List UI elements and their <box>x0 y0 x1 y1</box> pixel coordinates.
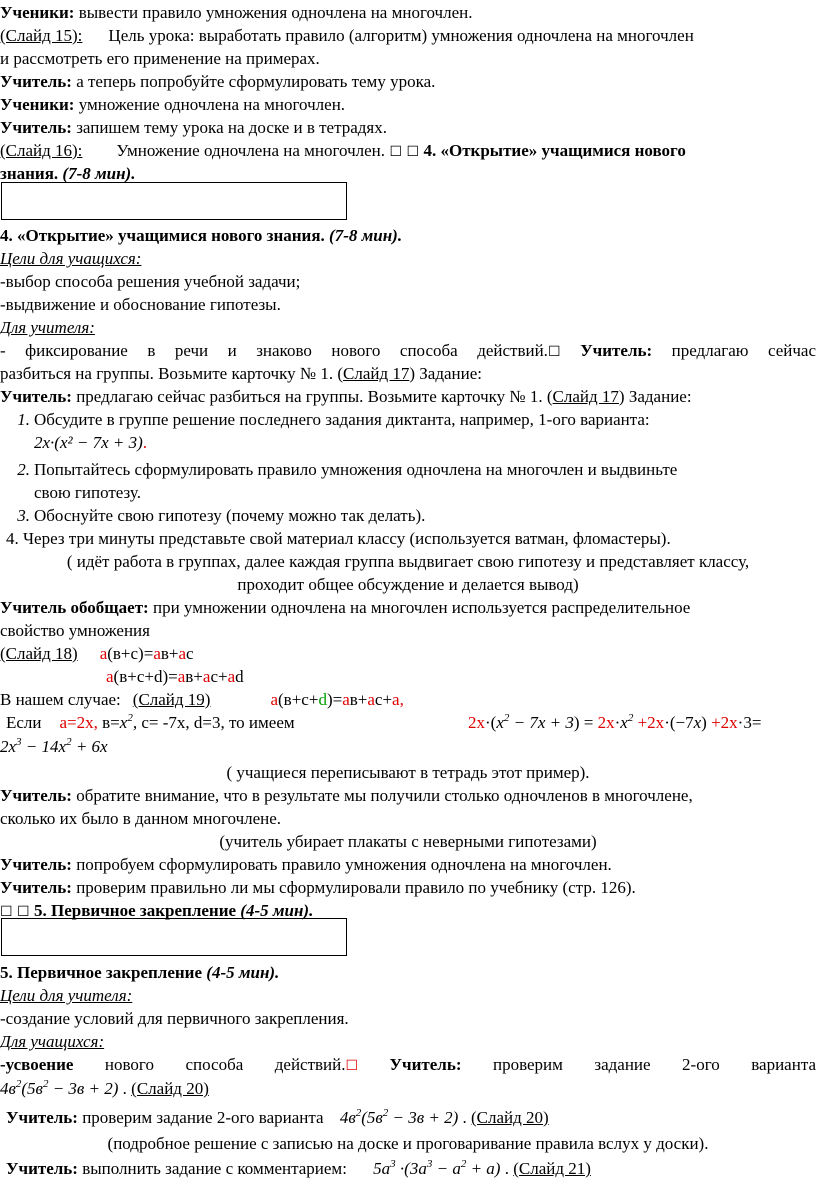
formula-part: (в+с)= <box>107 644 154 663</box>
section-time: (7-8 мин). <box>62 164 136 183</box>
slide-ref: (Слайд 18) <box>0 644 78 663</box>
line-text: Обсудите в группе решение последнего задания диктанта, например, 1-ого варианта: <box>34 410 650 429</box>
line-text: -выбор способа решения учебной задачи; <box>0 272 301 291</box>
line-text: проверим правильно ли мы сформулировали правило по учебнику (стр. 126). <box>71 878 636 897</box>
formula-part: 2х <box>468 713 485 732</box>
line-teacher-1 <box>0 71 816 93</box>
line-text: В нашем случае: <box>0 690 121 709</box>
result-expression: $2x^3 - 14x^2 + 6x$ <box>0 736 108 756</box>
line-groups-2 <box>0 386 816 408</box>
task-1-expression: 2x·(x² − 7x + 3). <box>34 433 147 452</box>
section-heading: 5. Первичное закрепление <box>34 901 237 920</box>
line-text: (подробное решение с записью на доске и проговаривание правила вслух у доски). <box>107 1134 709 1153</box>
line-text: разбиться на группы. Возьмите карточку № 1. ( <box>0 364 343 383</box>
formula-part: d <box>235 667 244 686</box>
formula-part: с+ <box>210 667 228 686</box>
speaker-label: Учитель: <box>0 72 72 91</box>
slide-ref: (Слайд 15): <box>0 26 83 45</box>
goal-item <box>0 294 816 316</box>
subheading: Цели для учащихся: <box>0 249 142 268</box>
formula-part: а <box>270 690 279 709</box>
line-text: Умножение одночлена на многочлен. <box>116 141 386 160</box>
formula-part: d <box>318 690 327 709</box>
goal-item <box>0 271 816 293</box>
line-text: - фиксирование в речи и знаково нового способа действий. <box>0 341 548 360</box>
formula-part: а=2х, <box>59 713 98 732</box>
section-time: (7-8 мин). <box>329 226 403 245</box>
task-3 <box>0 505 816 527</box>
line-students-2 <box>0 94 816 116</box>
formula-part: (в+с+d)= <box>113 667 178 686</box>
section-heading: 4. «Открытие» учащимися нового знания. <box>0 226 325 245</box>
formula-2 <box>106 666 816 688</box>
section-4-heading <box>0 225 816 247</box>
line-text: предлагаю сейчас <box>671 341 816 360</box>
speaker-label: Учитель: <box>6 1108 78 1127</box>
missing-glyph-icon: ☐ <box>547 344 581 360</box>
speaker-label: Учитель: <box>0 118 72 137</box>
line-case <box>0 689 816 711</box>
section-heading: знания. <box>0 164 59 183</box>
goal-teacher-item <box>0 1008 816 1030</box>
speaker-label: Учитель обобщает: <box>0 598 149 617</box>
line-attention <box>0 785 816 807</box>
subheading: Для учащихся: <box>0 1032 105 1051</box>
line-teacher-2 <box>0 117 816 139</box>
line-comment-task: Учитель: выполнить задание с комментарием: $5а^3 \cdot(3а^3 - а^2 + а)$ . (Слайд 21) <box>6 1158 591 1178</box>
formula-part: а <box>367 690 375 709</box>
line-text: Обоснуйте свою гипотезу (почему можно так делать). <box>34 506 426 525</box>
line-text: проходит общее обсуждение и делается вывод) <box>237 575 579 594</box>
subheading: Цели для учителя: <box>0 986 133 1005</box>
formula-part: (в+с+ <box>278 690 319 709</box>
formula-part: , <box>399 690 404 709</box>
line-attention-cont <box>0 808 816 830</box>
formula-part: а <box>178 644 187 663</box>
missing-glyph-icon: ☐ ☐ <box>385 144 424 160</box>
note-discussion <box>0 574 816 596</box>
line-text: Попытайтесь сформулировать правило умножения одночлена на многочлен и выдвиньте <box>34 460 678 479</box>
subheading: Для учителя: <box>0 318 95 337</box>
list-number: 4. <box>6 529 19 548</box>
speaker-label: Учитель: <box>0 786 72 805</box>
formula-part: а <box>392 690 400 709</box>
line-text: умножение одночлена на многочлен. <box>74 95 346 114</box>
note-detail <box>0 1133 816 1155</box>
line-text: сколько их было в данном многочлене. <box>0 809 282 828</box>
formula-part: а <box>153 644 161 663</box>
line-text: ( учащиеся переписывают в тетрадь этот пример). <box>226 763 590 782</box>
task-2-cont <box>0 482 816 504</box>
expansion-equation: $2х\cdot(x^2 - 7x + 3) = 2x\cdot x^2 +2x\cdot(-7x) +2x\cdot 3=$ <box>468 712 762 732</box>
for-teacher-label <box>0 317 816 339</box>
line-text: нового способа действий. <box>104 1055 346 1074</box>
note-remove <box>0 831 816 853</box>
section-time: (4-5 мин). <box>240 901 314 920</box>
line-goal-cont <box>0 48 816 70</box>
line-text: проверим задание 2-ого варианта <box>77 1108 324 1127</box>
formula-part: а <box>342 690 350 709</box>
formula-part: в+ <box>160 644 179 663</box>
task-1 <box>0 409 816 431</box>
line-text: и рассмотреть его применение на примерах. <box>0 49 320 68</box>
line-text: выполнить задание с комментарием: <box>77 1159 347 1178</box>
speaker-label: Учитель: <box>389 1055 462 1074</box>
slide-ref: (Слайд 21) <box>513 1159 591 1178</box>
line-text: -создание условий для первичного закрепления. <box>0 1009 349 1028</box>
line-text: (учитель убирает плакаты с неверными гипотезами) <box>219 832 597 851</box>
goals-students-label <box>0 248 816 270</box>
line-text: при умножении одночлена на многочлен используется распределительное <box>148 598 691 617</box>
line-slide-18 <box>0 643 816 665</box>
list-number: 1. <box>17 410 30 429</box>
line-fix <box>0 340 816 362</box>
line-variant-2: Учитель: проверим задание 2-ого варианта $4в^2(5в^2 - 3в + 2)$ . (Слайд 20) <box>6 1107 549 1127</box>
section-time: (4-5 мин). <box>206 963 280 982</box>
line-text: обратите внимание, что в результате мы получили столько одночленов в многочлене, <box>71 786 693 805</box>
line-text: -усвоение <box>0 1055 74 1074</box>
note-groups <box>0 551 816 573</box>
speaker-label: Учитель: <box>0 855 72 874</box>
line-text: проверим задание 2-ого варианта <box>492 1055 816 1074</box>
formula-part: а <box>99 644 108 663</box>
goals-teacher-label <box>0 985 816 1007</box>
speaker-label: Учитель: <box>6 1159 78 1178</box>
speaker-label: Ученики: <box>0 3 75 22</box>
line-groups-1 <box>0 363 816 385</box>
line-text: -выдвижение и обоснование гипотезы. <box>0 295 281 314</box>
line-text: ) Задание: <box>409 364 483 383</box>
missing-glyph-icon: ☐ ☐ <box>0 904 35 920</box>
missing-glyph-icon: ☐ <box>345 1058 359 1074</box>
line-students-1 <box>0 2 816 24</box>
slide-ref: (Слайд 20) <box>470 1108 549 1127</box>
line-text: а теперь попробуйте сформулировать тему урока. <box>71 72 436 91</box>
line-text: свойство умножения <box>0 621 150 640</box>
formula-part: а <box>177 667 186 686</box>
speaker-label: Учитель: <box>0 878 72 897</box>
note-copy <box>0 762 816 784</box>
line-text: запишем тему урока на доске и в тетрадях. <box>71 118 388 137</box>
slide-ref: (Слайд 20) <box>131 1079 209 1098</box>
line-slide-15 <box>0 25 816 47</box>
line-text: вывести правило умножения одночлена на многочлен. <box>74 3 473 22</box>
line-text: Через три минуты представьте свой материал классу (используется ватман, фломастеры). <box>23 529 671 548</box>
empty-frame <box>1 182 347 220</box>
list-number: 3. <box>17 506 30 525</box>
formula-part: а <box>227 667 236 686</box>
for-students-label <box>0 1031 816 1053</box>
slide-ref: (Слайд 16): <box>0 141 83 160</box>
line-text: ) Задание: <box>618 387 692 406</box>
formula-part: в+ <box>349 690 368 709</box>
section-5-heading <box>0 962 816 984</box>
speaker-label: Учитель: <box>580 341 653 360</box>
section-heading: 5. Первичное закрепление <box>0 963 203 982</box>
line-check <box>0 877 816 899</box>
task-2 <box>0 459 816 481</box>
line-text: Цель урока: выработать правило (алгоритм) умножения одночлена на многочлен <box>108 26 694 45</box>
formula-part: в= <box>97 713 120 732</box>
speaker-label: Учитель: <box>0 387 72 406</box>
line-slide-16 <box>0 140 816 162</box>
line-if: Если а=2х, $в=x^2$, с= -7х, d=3, то имеем <box>6 712 295 732</box>
slide-ref: (Слайд 19) <box>132 690 211 709</box>
line-text: свою гипотезу. <box>34 483 141 502</box>
formula-part: а <box>202 667 211 686</box>
list-number: 2. <box>17 460 30 479</box>
task-4 <box>6 528 816 550</box>
line-text: Если <box>6 713 42 732</box>
line-assimilation <box>0 1054 816 1076</box>
line-text: ( идёт работа в группах, далее каждая группа выдвигает свою гипотезу и представляет классу, <box>66 552 750 571</box>
formula-part: )= <box>326 690 343 709</box>
speaker-label: Ученики: <box>0 95 75 114</box>
empty-frame <box>1 918 347 956</box>
formula-part: с <box>186 644 194 663</box>
formula-part: с+ <box>374 690 393 709</box>
section-heading: 4. «Открытие» учащимися нового <box>423 141 686 160</box>
line-text: предлагаю сейчас разбиться на группы. Возьмите карточку № 1. ( <box>71 387 553 406</box>
formula-part: , с= -7х, d=3, то имеем <box>132 713 295 732</box>
slide-ref: Слайд 17 <box>343 364 410 383</box>
slide-ref: Слайд 17 <box>552 387 619 406</box>
line-try <box>0 854 816 876</box>
math-expression: 2x·(x² − 7x + 3) <box>34 433 143 452</box>
line-generalize <box>0 597 816 619</box>
line-expr-20: $4в^2(5в^2 - 3в + 2)$ . (Слайд 20) <box>0 1078 209 1098</box>
line-text: попробуем сформулировать правило умножения одночлена на многочлен. <box>71 855 612 874</box>
line-generalize-cont <box>0 620 816 642</box>
formula-part: = <box>751 713 762 732</box>
formula-part: а <box>106 667 114 686</box>
formula-part: в+ <box>185 667 203 686</box>
